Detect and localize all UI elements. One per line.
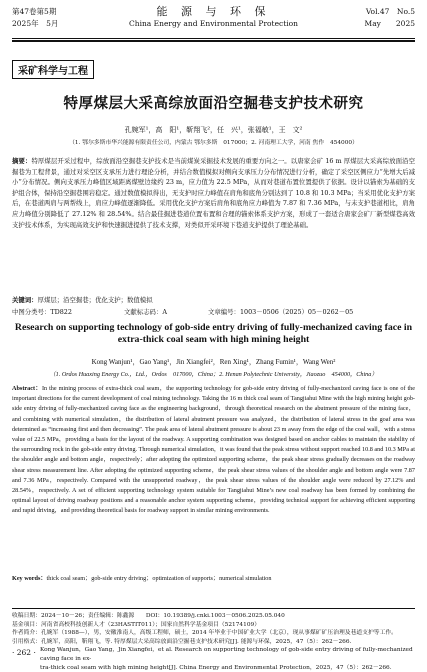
title-en: Research on supporting technology of gob-side entry driving of fully-mechanized caving face in extra-thick coal seam with high mining height (14, 322, 413, 345)
authors-cn: 孔婉军¹，高 阳¹，靳翔飞²，任 兴¹，张福敏¹，王 文² (124, 126, 303, 134)
header-rule-thin (12, 38, 415, 39)
keywords-cn (12, 295, 415, 304)
keywords-en (12, 573, 415, 582)
authors-en: Kong Wanjun¹，Gao Yang¹，Jin Xiangfei²，Ren Xing¹，Zhang Fumin¹，Wang Wen² (91, 358, 336, 366)
abstract-cn-label: 摘要： (12, 157, 32, 165)
section-label: 采矿科学与工程 (12, 60, 94, 79)
received-date: 收稿日期：2024－10－26；责任编辑：陈鑫源 DOI：10.19389/j.cnki.1003－0506.2025.05.040 (12, 613, 285, 619)
citation-en-line1: Kong Wanjun，Gao Yang，Jin Xiangfei，et al. Research on supporting technology of gob-side entry driving of fully-mechanized caving face in ex- (40, 647, 413, 662)
journal-name-en: China Energy and Environmental Protection (129, 19, 298, 28)
article-number: 文章编号：1003－0506（2025）05－0262－05 (208, 308, 354, 316)
keywords-cn-text: 厚煤层；沿空掘巷；优化支护；数值模拟 (37, 296, 153, 304)
fund-project: 基金项目：河南省高校科技创新人才（23HASTIT011）；国家自然科学基金项目（52174109） (12, 621, 260, 628)
affiliation-en: （1. Ordos Huaxing Energy Co.，Ltd.，Ordos 017000，China；2. Henan Polytechnic University，Jiaozuo 454000，China） (49, 371, 378, 378)
header-right (365, 6, 415, 30)
abstract-cn (12, 156, 415, 230)
keywords-en-text: thick coal seam；gob-side entry driving；optimization of supports；numerical simulation (46, 575, 272, 582)
footnote-rule (12, 608, 415, 609)
date-en: May 2025 (364, 19, 415, 28)
footnotes (12, 612, 415, 672)
keywords-en-label: Key words： (12, 575, 47, 582)
affiliation-cn: （1. 鄂尔多斯市华兴能源有限责任公司，内蒙古 鄂尔多斯 017000；2. 河南理工大学，河南 焦作 454000） (69, 140, 358, 146)
volume-en: Vol.47 No.5 (365, 7, 415, 16)
author-bio: 作者简介：孔婉军（1988—），男，安徽淮南人，高级工程师，硕士，2014 年毕业于中国矿业大学（北京），现从事煤矿矿压治理及巷道支护等工作。 (12, 630, 397, 637)
keywords-cn-label: 关键词： (12, 296, 38, 304)
date-cn: 2025年 5月 (12, 19, 59, 28)
volume-cn: 第47卷第5期 (12, 7, 57, 16)
citation-cn: 引用格式：孔婉军，高阳，靳翔飞，等. 特厚煤层大采高综放面沿空掘巷支护技术研究[J]. 能源与环保，2025，47（5）：262－266. (12, 638, 352, 645)
journal-name-cn: 能 源 与 环 保 (156, 5, 271, 18)
running-header (12, 6, 415, 42)
page-number: · 262 · (12, 648, 36, 657)
title-cn: 特厚煤层大采高综放面沿空掘巷支护技术研究 (63, 96, 364, 112)
header-rule-thick (12, 40, 415, 42)
document-code: 文献标志码：A (124, 308, 167, 316)
abstract-cn-text: 特厚煤层开采过程中，综放面沿空掘巷支护技术是当前煤炭采掘技术发展的重要方向之一。以唐家会矿 16 m 厚煤层大采高综放面沿空掘巷为工程背景，通过对采空区支承压力进行理论分析，并结合数值模拟对侧向支承压力分布情况进行分析，确定了采空区侧应力“先增大后减小”分布情况。侧向支承压力峰值区域距离煤壁边缘约 23 m，应力值为 22.5 MPa，从而对巷道布置位置提供了依据。设计以锚索为基础的支护组合体，保持沿空掘巷围岩稳定。通过数值模拟得出，无支护时应力峰值在肩角和底角分别达到了 10.8 和 10.3 MPa；当采用优化支护方案后，在巷道两肩与两帮线上，肩应力峰值逐渐降低。采用优化支护方案后肩角和底角应力峰值为 7.87 和 7.36 MPa，与未支护巷道相比，肩角应力峰值分别降低了 27.12% 和 28.54%。结合最佳掘进巷道位置布置和合理的锚索体系支护方案，形成了一套适合唐家会矿厂新型煤巷高效支护技术体系，为实现高效支护和快速掘进提供了技术支撑，对类似开采环境下巷道支护提供了理论基础。 (12, 157, 415, 229)
abstract-en-text: In the mining process of extra-thick coal seam，the supporting technology for gob-side entry driving of fully-mechanized caving face is one of the important directions for the current development of coal mining technology. Taking the 16 m thick coal seam of Tangjiahui Mine with the high mining height gob-side entry driving of fully-mechanized caving face as the engineering background，through theoretical research on the abutment pressure of the mining face，and combining with numerical simulation，the distribution of lateral abutment pressure was analyzed，the distribution of lateral stress in the goaf area was determined as “increasing first and then decreasing”. The peak area of lateral abutment pressure is about 23 m away from the edge of the coal wall，with a stress value of 22.5 MPa，providing a basis for the layout of the roadway. A supporting combination was designed based on anchor cables to maintain the stability of the surrounding rock in the gob-side entry driving. Through numerical simulation，it was found that the peak stress without support reached 10.8 and 10.3 MPa at the shoulder angle and bottom angle，respectively；after adopting the optimized supporting scheme，the peak shear stress gradually decreases on the roadway shear stress measurement line. After adopting the optimized supporting scheme，the peak shear stress values of the shoulder angle and bottom angle were 7.87 and 7.36 MPa，respectively. Compared with the unsupported roadway，the peak shear stress values of the shoulder angle were reduced by 27.12% and 28.54%，respectively. A set of efficient supporting technology system suitable for Tangjiahui Mine’s new coal roadway has been formed by combining the optimal layout of driving roadway positions and a reasonable anchor system supporting scheme，providing technical support for achieving efficient supporting and rapid driving，and providing theoretical basis for roadway support in similar mining environments. (12, 385, 416, 515)
abstract-en (12, 384, 415, 517)
citation-en-line2: tra-thick coal seam with high mining height[J]. China Energy and Environmental Protection，2025，47（5）：262－266. (40, 664, 392, 671)
clc-number: 中图分类号：TD822 (12, 308, 72, 316)
header-center (12, 6, 415, 30)
abstract-en-label: Abstract： (12, 385, 42, 392)
